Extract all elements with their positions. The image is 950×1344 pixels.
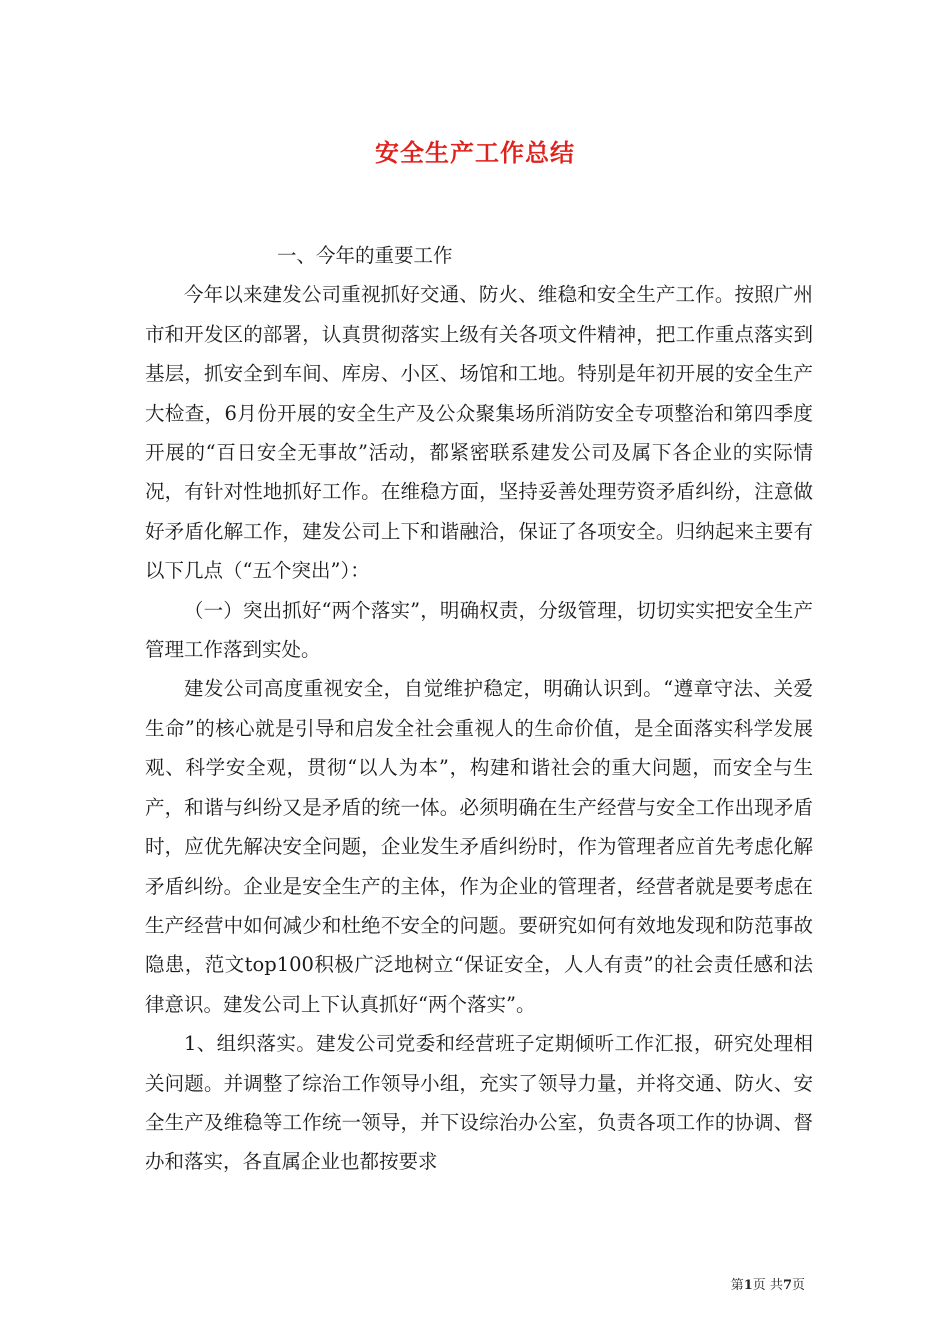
page-footer <box>731 1274 805 1293</box>
footer-middle: 页 共 <box>752 1278 783 1293</box>
page-title: 安全生产工作总结 <box>375 139 575 167</box>
document-body <box>145 236 813 1182</box>
paragraph: 今年以来建发公司重视抓好交通、防火、维稳和安全生产工作。按照广州市和开发区的部署，认真贯彻落实上级有关各项文件精神，把工作重点落实到基层，抓安全到车间、库房、小区、场馆和工地。特别是年初开展的安全生产大检查，6月份开展的安全生产及公众聚集场所消防安全专项整治和第四季度开展的“百日安全无事故”活动，都紧密联系建发公司及属下各企业的实际情况，有针对性地抓好工作。在维稳方面，坚持妥善处理劳资矛盾纠纷，注意做好矛盾化解工作，建发公司上下和谐融洽，保证了各项安全。归纳起来主要有以下几点（“五个突出”）： <box>145 283 813 583</box>
footer-prefix: 第 <box>730 1278 744 1293</box>
section-heading: 一、今年的重要工作 <box>277 244 453 267</box>
paragraph: （一）突出抓好“两个落实”，明确权责，分级管理，切切实实把安全生产管理工作落到实处。 <box>145 598 813 662</box>
paragraph: 1、组织落实。建发公司党委和经营班子定期倾听工作汇报，研究处理相关问题。并调整了综治工作领导小组，充实了领导力量，并将交通、防火、安全生产及维稳等工作统一领导，并下设综治办公室，负责各项工作的协调、督办和落实，各直属企业也都按要求 <box>145 1032 813 1174</box>
paragraph: 建发公司高度重视安全，自觉维护稳定，明确认识到。“遵章守法、关爱生命”的核心就是引导和启发全社会重视人的生命价值，是全面落实科学发展观、科学安全观，贯彻“以人为本”，构建和谐社会的重大问题，而安全与生产，和谐与纠纷又是矛盾的统一体。必须明确在生产经营与安全工作出现矛盾时，应优先解决安全问题，企业发生矛盾纠纷时，作为管理者应首先考虑化解矛盾纠纷。企业是安全生产的主体，作为企业的管理者，经营者就是要考虑在生产经营中如何减少和杜绝不安全的问题。要研究如何有效地发现和防范事故隐患，范文top100积极广泛地树立“保证安全，人人有责”的社会责任感和法律意识。建发公司上下认真抓好“两个落实”。 <box>145 677 813 1016</box>
current-page-number: 1 <box>743 1278 753 1293</box>
total-pages-number: 7 <box>782 1278 792 1293</box>
footer-suffix: 页 <box>791 1278 805 1293</box>
